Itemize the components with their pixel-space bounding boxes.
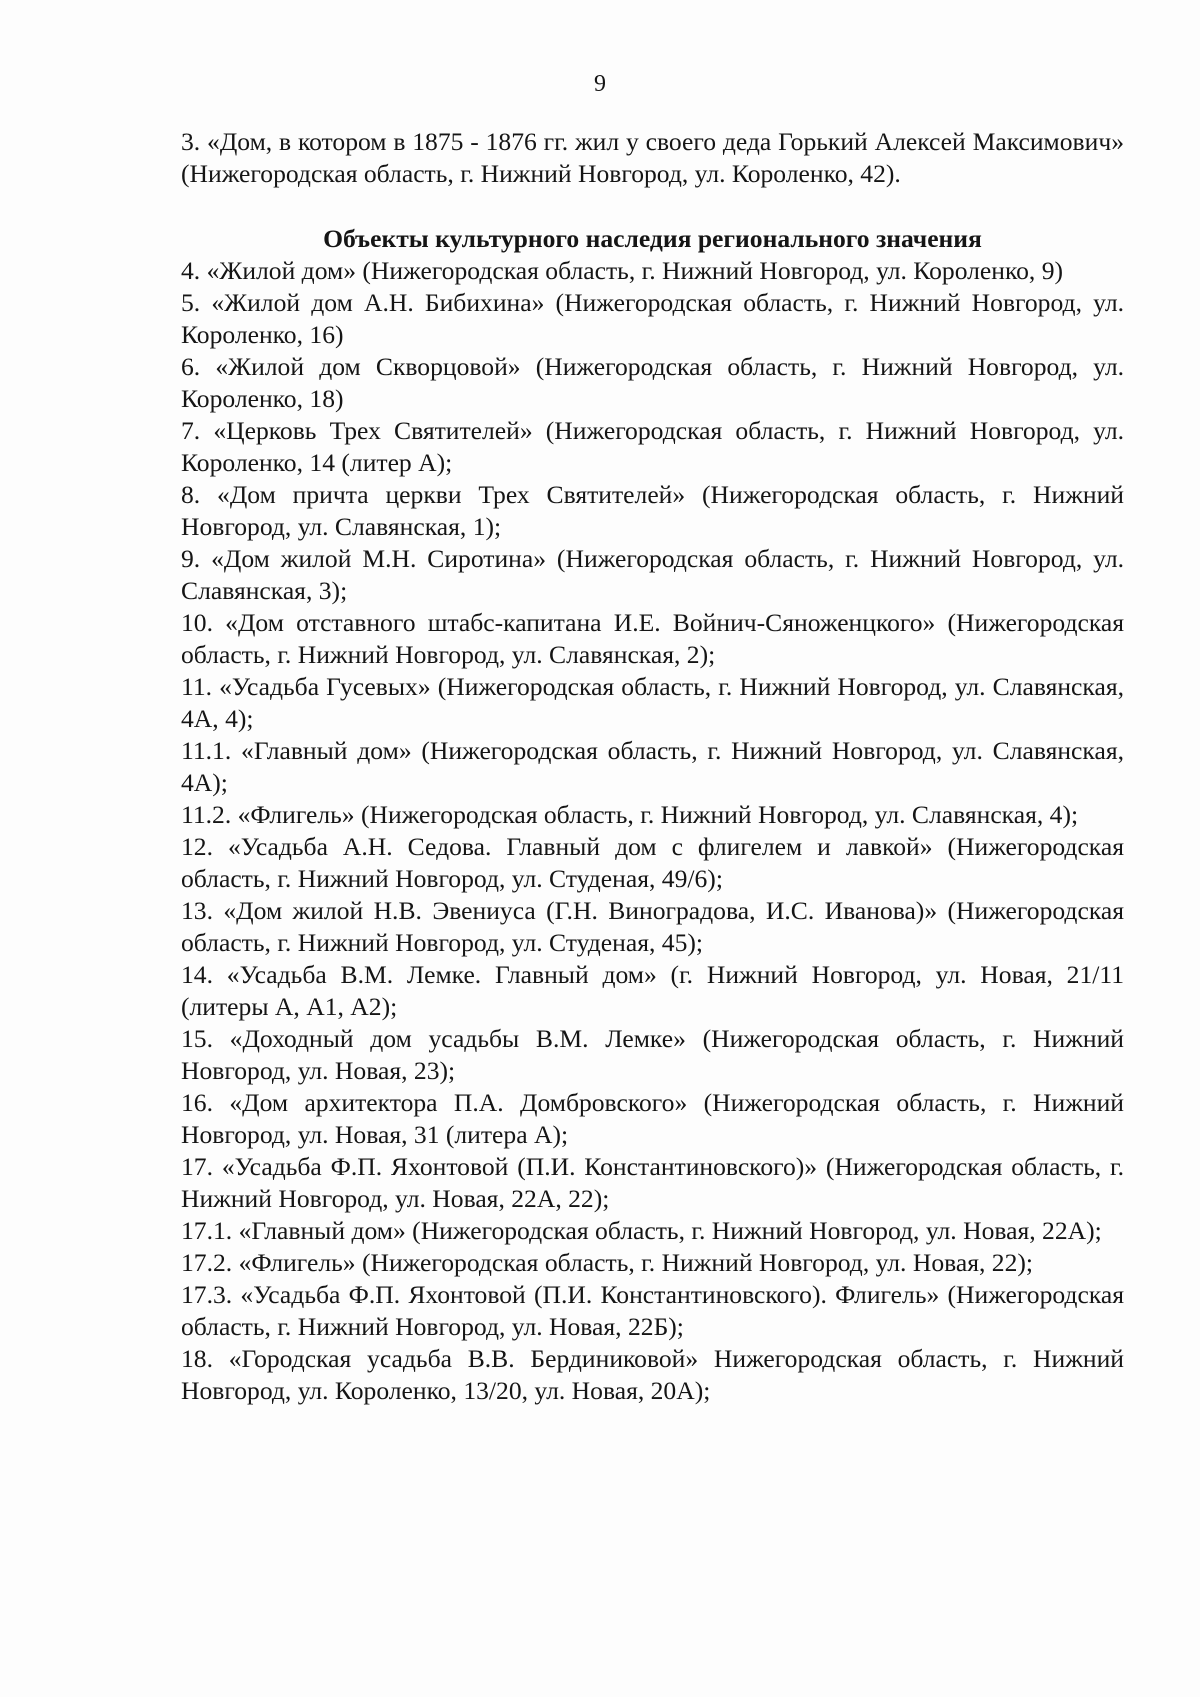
section-heading: Объекты культурного наследия регионального значения [323, 224, 982, 253]
list-item: 15. «Доходный дом усадьбы В.М. Лемке» (Нижегородская область, г. Нижний Новгород, ул. Новая, 23); [181, 1024, 1124, 1085]
list-item: 12. «Усадьба А.Н. Седова. Главный дом с флигелем и лавкой» (Нижегородская область, г. Нижний Новгород, ул. Студеная, 49/6); [181, 832, 1124, 893]
page-number: 9 [594, 71, 606, 97]
list-item: 17. «Усадьба Ф.П. Яхонтовой (П.И. Константиновского)» (Нижегородская область, г. Нижний Новгород, ул. Новая, 22А, 22); [181, 1152, 1124, 1213]
list-item: 9. «Дом жилой М.Н. Сиротина» (Нижегородская область, г. Нижний Новгород, ул. Славянская, 3); [181, 544, 1124, 605]
document-body [181, 126, 1124, 1407]
list-item: 17.3. «Усадьба Ф.П. Яхонтовой (П.И. Константиновского). Флигель» (Нижегородская область, г. Нижний Новгород, ул. Новая, 22Б); [181, 1280, 1124, 1341]
intro-paragraph: 3. «Дом, в котором в 1875 - 1876 гг. жил у своего деда Горький Алексей Максимович» (Нижегородская область, г. Нижний Новгород, ул. Короленко, 42). [181, 127, 1124, 188]
list-item: 8. «Дом причта церкви Трех Святителей» (Нижегородская область, г. Нижний Новгород, ул. Славянская, 1); [181, 480, 1124, 541]
list-item: 18. «Городская усадьба В.В. Бердиниковой» Нижегородская область, г. Нижний Новгород, ул. Короленко, 13/20, ул. Новая, 20А); [181, 1344, 1124, 1405]
list-item: 16. «Дом архитектора П.А. Домбровского» (Нижегородская область, г. Нижний Новгород, ул. Новая, 31 (литера А); [181, 1088, 1124, 1149]
list-item: 13. «Дом жилой Н.В. Эвениуса (Г.Н. Виноградова, И.С. Иванова)» (Нижегородская область, г. Нижний Новгород, ул. Студеная, 45); [181, 896, 1124, 957]
list-item: 6. «Жилой дом Скворцовой» (Нижегородская область, г. Нижний Новгород, ул. Короленко, 18) [181, 352, 1124, 413]
list-item: 14. «Усадьба В.М. Лемке. Главный дом» (г. Нижний Новгород, ул. Новая, 21/11 (литеры А, А1, А2); [181, 960, 1124, 1021]
list-item: 17.1. «Главный дом» (Нижегородская область, г. Нижний Новгород, ул. Новая, 22А); [181, 1216, 1102, 1245]
list-item: 11. «Усадьба Гусевых» (Нижегородская область, г. Нижний Новгород, ул. Славянская, 4А, 4); [181, 672, 1124, 733]
list-item: 11.2. «Флигель» (Нижегородская область, г. Нижний Новгород, ул. Славянская, 4); [181, 800, 1079, 829]
list-item: 5. «Жилой дом А.Н. Бибихина» (Нижегородская область, г. Нижний Новгород, ул. Короленко, 16) [181, 288, 1124, 349]
heritage-objects-list [181, 255, 1124, 1407]
list-item: 4. «Жилой дом» (Нижегородская область, г. Нижний Новгород, ул. Короленко, 9) [181, 256, 1064, 285]
list-item: 7. «Церковь Трех Святителей» (Нижегородская область, г. Нижний Новгород, ул. Короленко, 14 (литер А); [181, 416, 1124, 477]
list-item: 10. «Дом отставного штабс-капитана И.Е. Войнич-Сяноженцкого» (Нижегородская область, г. Нижний Новгород, ул. Славянская, 2); [181, 608, 1124, 669]
list-item: 17.2. «Флигель» (Нижегородская область, г. Нижний Новгород, ул. Новая, 22); [181, 1248, 1034, 1277]
list-item: 11.1. «Главный дом» (Нижегородская область, г. Нижний Новгород, ул. Славянская, 4А); [181, 736, 1124, 797]
